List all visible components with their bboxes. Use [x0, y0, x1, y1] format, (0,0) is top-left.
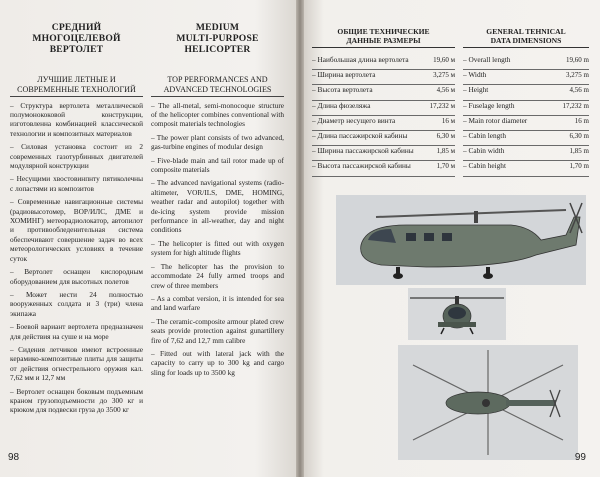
- list-item: – Структура вертолета металлической полумонококовой конструкции, изготовленна комбинацией классической технологии и композитных материалов: [10, 100, 143, 138]
- row-label: – Диаметр несущего винта: [312, 115, 396, 125]
- list-item: – Может нести 24 полностью вооруженных солдата и 3 (три) члена экипажа: [10, 289, 143, 318]
- list-item: – The helicopter is fitted out with oxygen system for high altitude flights: [151, 238, 284, 258]
- page-number-left: 98: [8, 452, 20, 463]
- ru-dimensions-title: [312, 27, 455, 48]
- table-row: [312, 146, 455, 161]
- ru-dim-title-line: ОБЩИЕ ТЕХНИЧЕСКИЕ: [337, 27, 430, 36]
- table-row: [312, 116, 455, 131]
- en-title-line: MEDIUM: [195, 22, 240, 33]
- helicopter-front-icon: [408, 288, 506, 340]
- table-row: [463, 131, 589, 146]
- row-value: 17,232 m: [562, 101, 589, 110]
- row-label: – Наибольшая длина вертолета: [312, 55, 409, 64]
- helicopter-side-view-photo: [336, 195, 586, 285]
- ru-title-line: ВЕРТОЛЕТ: [49, 44, 104, 55]
- table-row: [463, 161, 589, 176]
- en-section-line: ADVANCED TECHNOLOGIES: [163, 84, 272, 94]
- en-section-line: TOP PERFORMANCES AND: [167, 75, 268, 84]
- table-row: [312, 161, 455, 176]
- en-section-heading: [151, 75, 284, 97]
- table-row: [312, 55, 455, 70]
- ru-section-heading: [10, 75, 143, 97]
- row-value: 1,85 м: [436, 147, 455, 156]
- list-item: – The ceramic-composite armour plated crew seats provide protection against gunartillery fire of 7,62 and 12,7 mm calibre: [151, 316, 284, 345]
- table-row: [463, 55, 589, 70]
- list-item: – Современные навигационные системы (радиовысотомер, ВОР/ИЛС, ДМЕ и ХОМИНГ) метеорадиолокатор, автопилот и противообледенительная система обеспечивают совершение задач во всех метеорологических условиях в течение суток: [10, 197, 143, 263]
- ru-dim-title-line: ДАННЫЕ РАЗМЕРЫ: [346, 36, 421, 45]
- book-spine: [296, 0, 304, 477]
- row-value: 1,70 m: [569, 162, 589, 171]
- en-title: [151, 22, 284, 55]
- row-label: – Высота вертолета: [312, 85, 373, 95]
- en-dimensions-table: [463, 27, 589, 177]
- row-label: – Ширина пассажирской кабины: [312, 146, 414, 156]
- row-value: 19,60 m: [566, 56, 589, 64]
- list-item: – The power plant consists of two advanced, gas-turbine engines of modular design: [151, 132, 284, 152]
- row-value: 3,275 м: [433, 71, 455, 80]
- list-item: – As a combat version, it is intended for sea and land warfare: [151, 293, 284, 313]
- row-value: 4,56 m: [569, 86, 589, 95]
- en-title-line: HELICOPTER: [184, 44, 251, 55]
- row-label: – Cabin width: [463, 146, 505, 156]
- row-value: 3,275 m: [566, 71, 589, 80]
- list-item: – Силовая установка состоит из 2 современных газотурбинных двигателей модулярной конструкции: [10, 142, 143, 171]
- row-label: – Width: [463, 70, 487, 80]
- table-row: [463, 85, 589, 100]
- en-dim-title-line: GENERAL TEHNICAL: [486, 27, 566, 36]
- row-label: – Длина пассажирской кабины: [312, 130, 408, 140]
- list-item: – Вертолет оснащен боковым подъемным краном грузоподъемности до 300 кг и крюком для подвески груза до 3500 кг: [10, 386, 143, 415]
- en-feature-list: [151, 101, 284, 378]
- list-item: – Несущими хвостовинпнту пятиколечны с лопастями из композитов: [10, 174, 143, 193]
- row-value: 4,56 м: [436, 86, 455, 95]
- row-label: – Fuselage length: [463, 100, 515, 110]
- list-item: – The helicopter has the provision to accommodate 24 fully armed troops and crew of three members: [151, 261, 284, 290]
- row-label: – Ширина вертолета: [312, 70, 376, 80]
- list-item: – Вертолет оснащен кислородным оборудованием для высотных полетов: [10, 267, 143, 286]
- en-dimensions-rows: [463, 55, 589, 177]
- row-value: 17,232 м: [429, 101, 455, 110]
- ru-title-line: СРЕДНИЙ: [51, 22, 102, 33]
- en-title-line: MULTI-PURPOSE: [176, 33, 259, 44]
- table-row: [312, 101, 455, 116]
- helicopter-side-icon: [336, 195, 586, 285]
- row-label: – Cabin length: [463, 130, 506, 140]
- row-value: 6,30 m: [569, 131, 589, 140]
- list-item: – The advanced navigational systems (radio-altimeter, VOR/ILS, DME, HOMING, weather radar and autopilot) together with de-icing system provide mission performance in all-weather, day and night conditions: [151, 178, 284, 235]
- row-value: 19,60 м: [433, 56, 455, 64]
- table-row: [463, 116, 589, 131]
- row-value: 1,70 м: [436, 162, 455, 171]
- row-value: 6,30 м: [436, 131, 455, 140]
- list-item: – Сидения летчиков имеют встроенные керамико-композитные плиты для защиты от действия огнестрельного оружия кал. 7,62 мм и 12,7 мм: [10, 344, 143, 383]
- helicopter-front-view-photo: [408, 288, 506, 340]
- ru-dimensions-table: [312, 27, 455, 177]
- row-label: – Overall length: [463, 55, 511, 64]
- list-item: – The all-metal, semi-monocoque structure of the helicopter combines conventional with composit materials technologies: [151, 100, 284, 129]
- row-label: – Высота пассажирской кабины: [312, 161, 411, 171]
- en-dim-title-line: DATA DIMENSIONS: [490, 36, 562, 45]
- ru-dimensions-rows: [312, 55, 455, 177]
- row-value: 16 m: [574, 116, 589, 125]
- table-row: [312, 85, 455, 100]
- table-row: [463, 70, 589, 85]
- list-item: – Боевой вариант вертолета предназначен для действия на суше и на море: [10, 322, 143, 341]
- helicopter-top-view-photo: [398, 345, 578, 460]
- ru-section-line: СОВРЕМЕННЫЕ ТЕХНОЛОГИЙ: [17, 84, 136, 94]
- ru-section-line: ЛУЧШИЕ ЛЕТНЫЕ И: [37, 75, 116, 84]
- row-label: – Main rotor diameter: [463, 115, 528, 125]
- ru-title-line: МНОГОЦЕЛЕВОЙ: [32, 33, 121, 44]
- table-row: [463, 101, 589, 116]
- en-features-column: [151, 22, 284, 377]
- row-value: 16 м: [441, 116, 455, 125]
- table-row: [312, 70, 455, 85]
- row-label: – Cabin height: [463, 161, 506, 171]
- ru-title: [10, 22, 143, 55]
- table-row: [312, 131, 455, 146]
- ru-features-column: [10, 22, 143, 415]
- page-number-right: 99: [574, 452, 586, 463]
- helicopter-top-icon: [398, 345, 578, 460]
- row-value: 1,85 m: [569, 147, 589, 156]
- row-label: – Height: [463, 85, 489, 95]
- ru-feature-list: [10, 101, 143, 415]
- row-label: – Длина фюзеляжа: [312, 100, 371, 110]
- en-dimensions-title: [463, 27, 589, 48]
- list-item: – Five-blade main and tail rotor made up of composite materials: [151, 155, 284, 175]
- list-item: – Fitted out with lateral jack with the capacity to carry up to 300 kg and cargo sling for loads up to 3500 kg: [151, 348, 284, 377]
- table-row: [463, 146, 589, 161]
